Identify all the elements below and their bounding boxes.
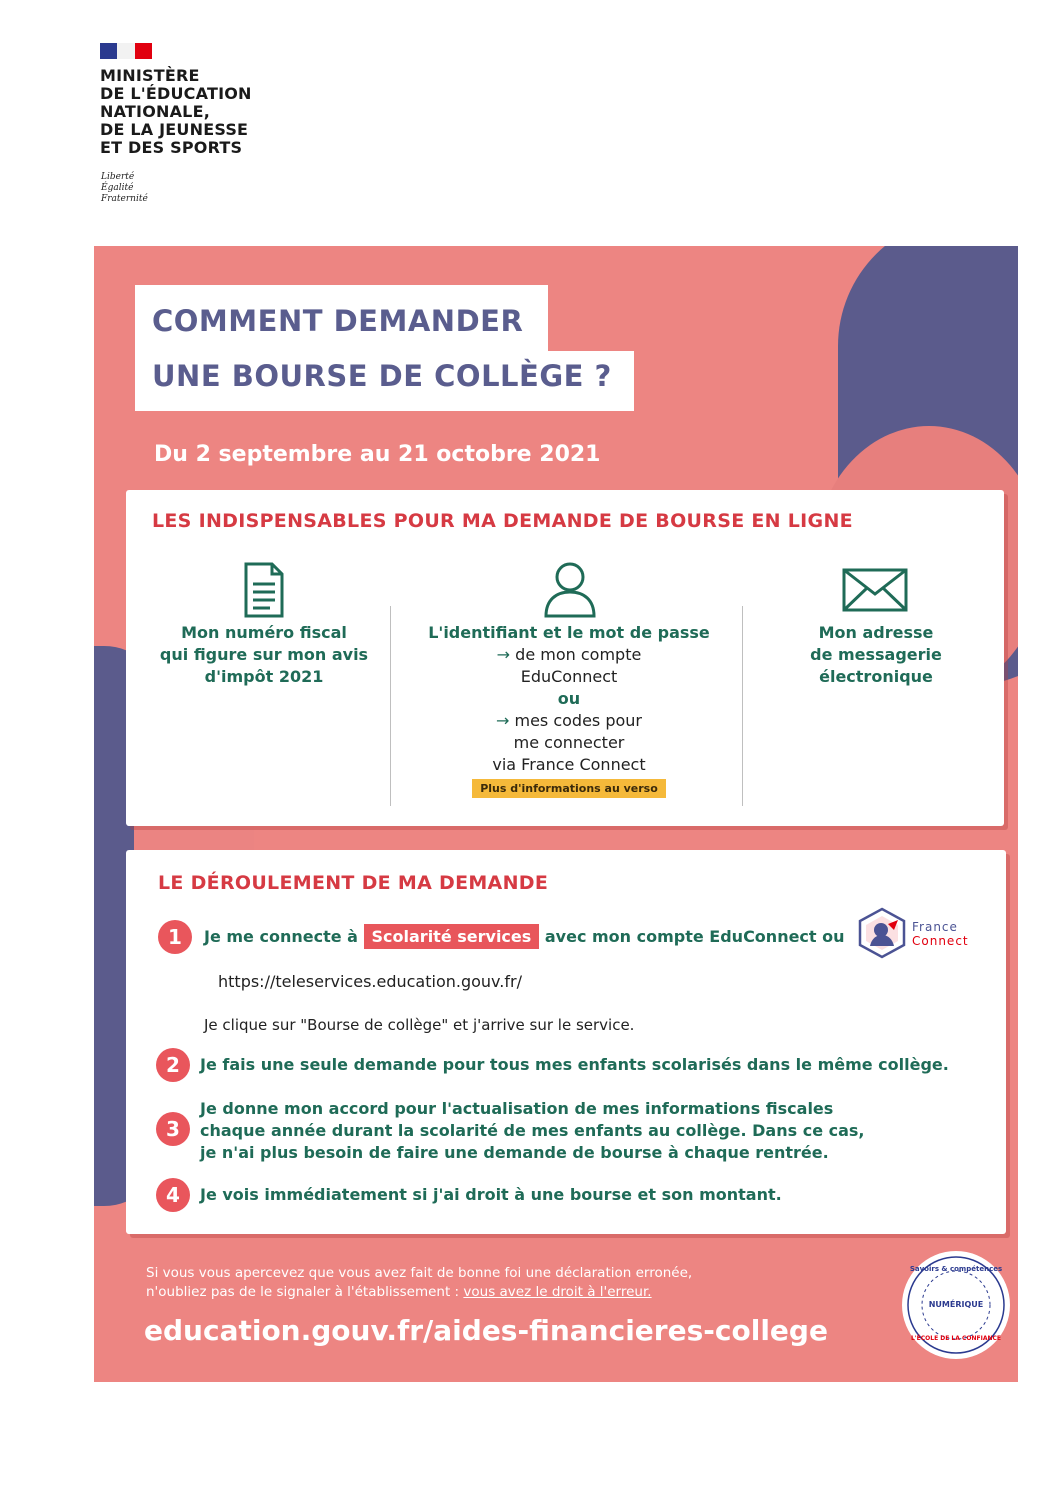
- text-segment: de mon compte: [515, 645, 642, 664]
- motto-line: Égalité: [101, 183, 134, 193]
- text-line: [404, 644, 734, 666]
- text-line: me connecter: [513, 733, 625, 752]
- step-number: 3: [156, 1112, 190, 1146]
- step-4-text: Je vois immédiatement si j'ai droit à une bourse et son montant.: [200, 1185, 782, 1204]
- fiscal-number-text: [144, 622, 384, 688]
- motto-line: Fraternité: [101, 194, 148, 204]
- more-info-badge: Plus d'informations au verso: [472, 779, 666, 798]
- ministry-line: NATIONALE,: [100, 102, 210, 121]
- ministry-line: DE LA JEUNESSE: [100, 120, 249, 139]
- seal-bottom-text: L'ÉCOLE DE LA CONFIANCE: [910, 1335, 1002, 1342]
- arrow-right-icon: →: [495, 711, 515, 730]
- column-divider: [742, 606, 743, 806]
- text-line: je n'ai plus besoin de faire une demande de bourse à chaque rentrée.: [200, 1143, 829, 1162]
- text-line: Mon adresse: [818, 623, 934, 642]
- step-number: 1: [158, 920, 192, 954]
- poster: [94, 246, 1018, 1382]
- text-segment: avec mon compte EduConnect ou: [544, 927, 845, 946]
- ministry-line: ET DES SPORTS: [100, 138, 243, 157]
- essentials-heading: LES INDISPENSABLES POUR MA DEMANDE DE BOURSE EN LIGNE: [152, 510, 853, 532]
- right-to-error-link[interactable]: vous avez le droit à l'erreur.: [463, 1284, 652, 1300]
- right-to-error-notice: [146, 1264, 692, 1302]
- seal-middle-text: NUMÉRIQUE: [928, 1300, 984, 1309]
- email-text: [756, 622, 996, 688]
- column-divider: [390, 606, 391, 806]
- text-segment: Je me connecte à: [204, 927, 358, 946]
- arrow-right-icon: →: [496, 645, 516, 664]
- text-line: Connect: [912, 934, 969, 948]
- envelope-icon: [842, 568, 908, 612]
- text-segment: mes codes pour: [514, 711, 643, 730]
- step-3-text: [200, 1098, 865, 1164]
- france-connect-label: [912, 920, 969, 948]
- seal-top-text: Savoirs & compétences: [909, 1265, 1003, 1273]
- text-line: Si vous vous apercevez que vous avez fait de bonne foi une déclaration erronée,: [146, 1265, 693, 1281]
- process-heading: LE DÉROULEMENT DE MA DEMANDE: [158, 872, 549, 894]
- text-line: L'identifiant et le mot de passe: [428, 623, 710, 642]
- motto-line: Liberté: [101, 172, 135, 182]
- step-1-text: [204, 926, 845, 948]
- website-url[interactable]: education.gouv.fr/aides-financieres-college: [144, 1314, 828, 1347]
- application-dates: Du 2 septembre au 21 octobre 2021: [154, 442, 601, 467]
- step-number: 4: [156, 1178, 190, 1212]
- text-line: Je donne mon accord pour l'actualisation de mes informations fiscales: [200, 1099, 834, 1118]
- text-line: [146, 1283, 692, 1302]
- text-line: Mon numéro fiscal: [181, 623, 347, 642]
- page-title: UNE BOURSE DE COLLÈGE ?: [152, 359, 612, 393]
- text-line: [404, 710, 734, 732]
- ministry-line: MINISTÈRE: [100, 66, 200, 85]
- text-segment: n'oubliez pas de le signaler à l'établissement :: [146, 1284, 464, 1300]
- educonnect-text: [404, 622, 734, 796]
- teleservices-url[interactable]: https://teleservices.education.gouv.fr/: [218, 972, 522, 991]
- text-line: d'impôt 2021: [204, 667, 324, 686]
- ministry-name: [100, 67, 340, 157]
- scolarite-services-badge: Scolarité services: [364, 924, 540, 949]
- step-number: 2: [156, 1048, 190, 1082]
- ministry-line: DE L'ÉDUCATION: [100, 84, 252, 103]
- text-line: ou: [557, 689, 581, 708]
- marianne-flag-logo: [100, 43, 152, 59]
- step-1-note: Je clique sur "Bourse de collège" et j'arrive sur le service.: [204, 1016, 635, 1034]
- text-line: qui figure sur mon avis: [159, 645, 369, 664]
- document-icon: [242, 562, 286, 618]
- confidence-school-seal: [902, 1251, 1010, 1359]
- page-title: COMMENT DEMANDER: [152, 304, 524, 338]
- process-card: [126, 850, 1006, 1234]
- france-connect-logo: [856, 906, 908, 960]
- text-line: France: [912, 920, 958, 934]
- essentials-card: [126, 490, 1004, 826]
- text-line: de messagerie: [810, 645, 942, 664]
- text-line: chaque année durant la scolarité de mes enfants au collège. Dans ce cas,: [200, 1121, 865, 1140]
- text-line: [404, 780, 734, 796]
- text-line: EduConnect: [520, 667, 618, 686]
- text-line: via France Connect: [492, 755, 646, 774]
- text-line: électronique: [819, 667, 933, 686]
- user-icon: [542, 560, 598, 618]
- step-2-text: Je fais une seule demande pour tous mes enfants scolarisés dans le même collège.: [200, 1055, 949, 1074]
- republic-motto: [101, 172, 148, 205]
